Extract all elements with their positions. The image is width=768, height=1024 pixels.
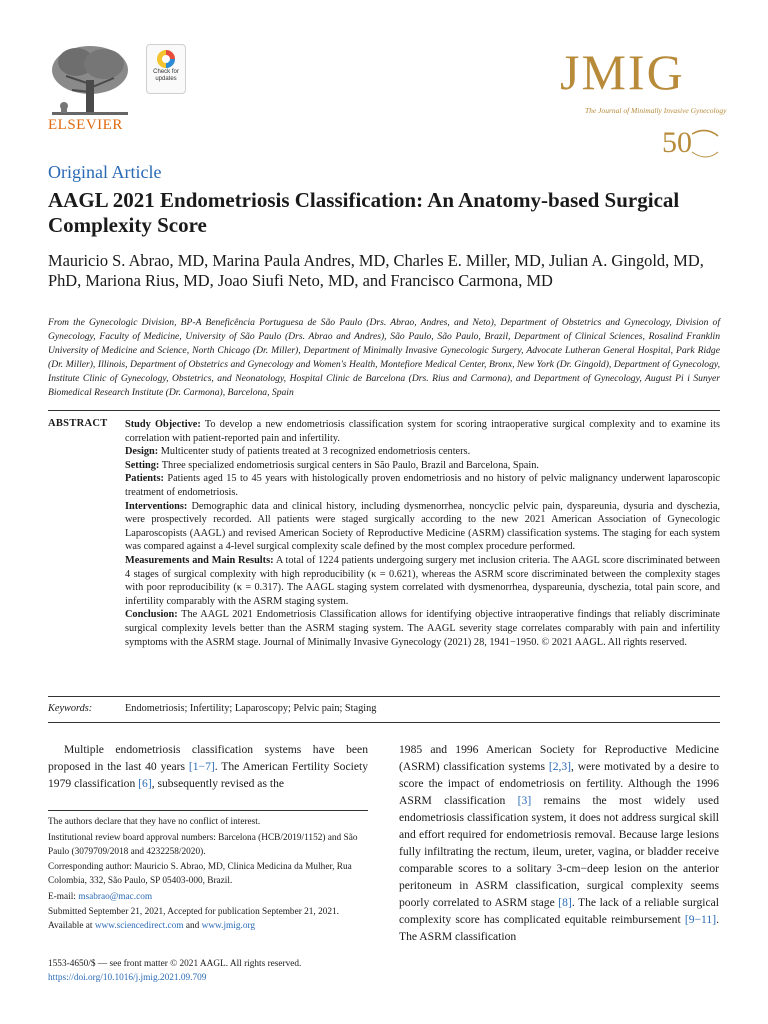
abstract-objective: Study Objective: To develop a new endometriosis classification system for scoring intraoperative surgical complexity and to examine its correlation with patient-reported pain and infertility. [125,419,721,444]
design-label: Design: [125,446,159,458]
abstract-top-rule [48,410,720,411]
patients-label: Patients: [125,473,164,485]
sciencedirect-link[interactable]: www.sciencedirect.com [94,920,184,931]
footnote-rule [48,810,368,811]
abstract-design: Design: Multicenter study of patients treated at 3 recognized endometriosis centers. [125,446,471,458]
reference-link[interactable]: [2,3] [548,760,572,773]
submitted-dates: Submitted September 21, 2021, Accepted for publication September 21, 2021. [48,907,339,917]
author-list: Mauricio S. Abrao, MD, Marina Paula Andres, MD, Charles E. Miller, MD, Julian A. Gingold, MD, PhD, Mariona Rius, MD, Joao Siufi Neto, MD, and Francisco Carmona, MD [48,251,704,290]
availability-line: Available at www.sciencedirect.com and www.jmig.org [48,920,256,931]
abstract-interventions: Interventions: Demographic data and clinical history, including dysmenorrhea, noncyclic pelvic pain, dyspareunia, dysuria and dyschezia, were prospectively recorded. All patients were staged surgically according to the new 2021 American Association of Gynecologic Laparoscopists (AAGL) and revised American Society of Reproductive Medicine (ASRM) classification systems. The staging for each system was compared against a 4-level surgical complexity scale defined by the most complex procedure performed. [125,500,720,553]
body-text-right-column: 1985 and 1996 American Society for Reproductive Medicine (ASRM) classification systems [2,3], were motivated by a desire to score the impact of endometriosis on fertility. Although the 1996 ASRM classification [3] remains the most widely used endometriosis classification system, it does not address surgical skill and effort required for endometriosis removal. Because large lesions fully infiltrating the rectum, ileum, ureter, vagina, or bladder receive comparable scores to a solitary 3-cm−deep lesion on the anterior peritoneum in ASRM classification, surgical complexity seems poorly correlated to ASRM stage [8]. The lack of a reliable surgical complexity score has complicated equitable reimbursement [9−11]. The ASRM classification [399,743,720,943]
irb-statement: Institutional review board approval numbers: Barcelona (HCB/2019/1152) and São Paulo (3079709/2018 and 4232258/2020). [48,832,358,857]
reference-link[interactable]: [3] [517,794,532,807]
svg-text:50: 50 [662,126,692,159]
reference-link[interactable]: [9−11] [684,913,717,926]
check-updates-icon [147,47,185,71]
email-line: E-mail: msabrao@mac.com [48,891,153,902]
article-type: Original Article [48,162,162,182]
doi-link[interactable]: https://doi.org/10.1016/j.jmig.2021.09.709 [48,972,207,983]
jmig-link[interactable]: www.jmig.org [201,920,256,931]
publisher-name: ELSEVIER [48,117,123,133]
check-updates-line1: Check for [153,69,179,75]
abstract-bottom-rule [48,696,720,697]
abstract-body [125,418,720,649]
author-affiliations: From the Gynecologic Division, BP-A Beneficência Portuguesa de São Paulo (Drs. Abrao, Andres, and Neto), Department of Obstetrics and Gynecology, Division of Gynecology, Faculty of Medicine, University of São Paulo (Drs. Abrao and Andres), São Paulo, São Paulo, Brazil, Department of Clinical Sciences, Rosalind Franklin University of Medicine and Science, North Chicago (Dr. Miller), Department of Minimally Invasive Gynecologic Surgery, Advocate Lutheran General Hospital, Park Ridge (Dr. Miller), Illinois, Department of Obstetrics and Gynecology and Women's Health, Montefiore Medical Center, Bronx, New York (Dr. Gingold), Department of Gynecology, Institute Clinic of Gynecology, Obstetrics, and Neonatology, Hospital Clinic de Barcelona (Drs. Rius and Carmona), and Department of Gynecology, August Pi i Sunyer Biomedical Research Institute (Dr. Carmona), Barcelona, Spain [48,317,720,398]
issn-block [48,958,368,986]
abstract-conclusion: Conclusion: The AAGL 2021 Endometriosis Classification allows for identifying objective intraoperative findings that reliably discriminate surgical complexity levels better than the ASRM staging system. The AAGL severity stage correlates comparably with pain and infertility symptoms with the ASRM stage. Journal of Minimally Invasive Gynecology (2021) 28, 1941−1950. © 2021 AAGL. All rights reserved. [125,609,721,648]
check-for-updates-badge[interactable] [146,44,186,94]
reference-link[interactable]: [6] [138,777,152,790]
conflict-statement: The authors declare that they have no conflict of interest. [48,817,261,827]
footnotes [48,816,368,907]
abstract-setting: Setting: Three specialized endometriosis surgical centers in São Paulo, Brazil and Barcelona, Spain. [125,459,539,471]
journal-abbreviation: JMIG [560,44,685,100]
abstract-results: Measurements and Main Results: A total of 1224 patients undergoing surgery met inclusion criteria. The AAGL score discriminated between 4 stages of surgical complexity with high reproducibility (κ = 0.621), whereas the ASRM score discriminated between the complexity stages with poor reproducibility (κ = 0.317). The AAGL staging system correlated with dysmenorrhea, dyspareunia, dyschezia, total pain score, and infertility comparably with the ASRM staging system. [125,554,721,607]
abstract-patients: Patients: Patients aged 15 to 45 years with histologically proven endometriosis and no history of pelvic malignancy underwent laparoscopic treatment of endometriosis. [125,473,721,498]
abstract-label: ABSTRACT [48,418,108,429]
interventions-label: Interventions: [125,500,188,512]
corresponding-author: Corresponding author: Mauricio S. Abrao, MD, Clinica Medicina da Mulher, Rua Colombia, 332, São Paulo, SP 05403-000, Brazil. [48,862,352,887]
check-updates-line2: updates [155,76,177,82]
keywords-label: Keywords: [48,703,93,714]
objective-label: Study Objective: [125,419,201,430]
keywords-list: Endometriosis; Infertility; Laparoscopy; Pelvic pain; Staging [125,703,377,714]
submission-info [48,906,368,934]
issn-line: 1553-4650/$ — see front matter © 2021 AAGL. All rights reserved. [48,959,302,969]
keywords-rule [48,722,720,723]
email-link[interactable]: msabrao@mac.com [78,891,153,902]
setting-label: Setting: [125,459,160,471]
aagl-anniversary-logo [662,122,720,162]
results-label: Measurements and Main Results: [125,554,274,566]
body-text-left-column: Multiple endometriosis classification systems have been proposed in the last 40 years [1−7]. The American Fertility Society 1979 classification [6], subsequently revised as the [48,743,368,790]
reference-link[interactable]: [1−7] [188,760,215,773]
conclusion-label: Conclusion: [125,609,178,621]
paper-title: AAGL 2021 Endometriosis Classification: An Anatomy-based Surgical Complexity Score [48,188,680,237]
journal-name: The Journal of Minimally Invasive Gynecology [585,106,727,115]
reference-link[interactable]: [8] [558,896,572,909]
